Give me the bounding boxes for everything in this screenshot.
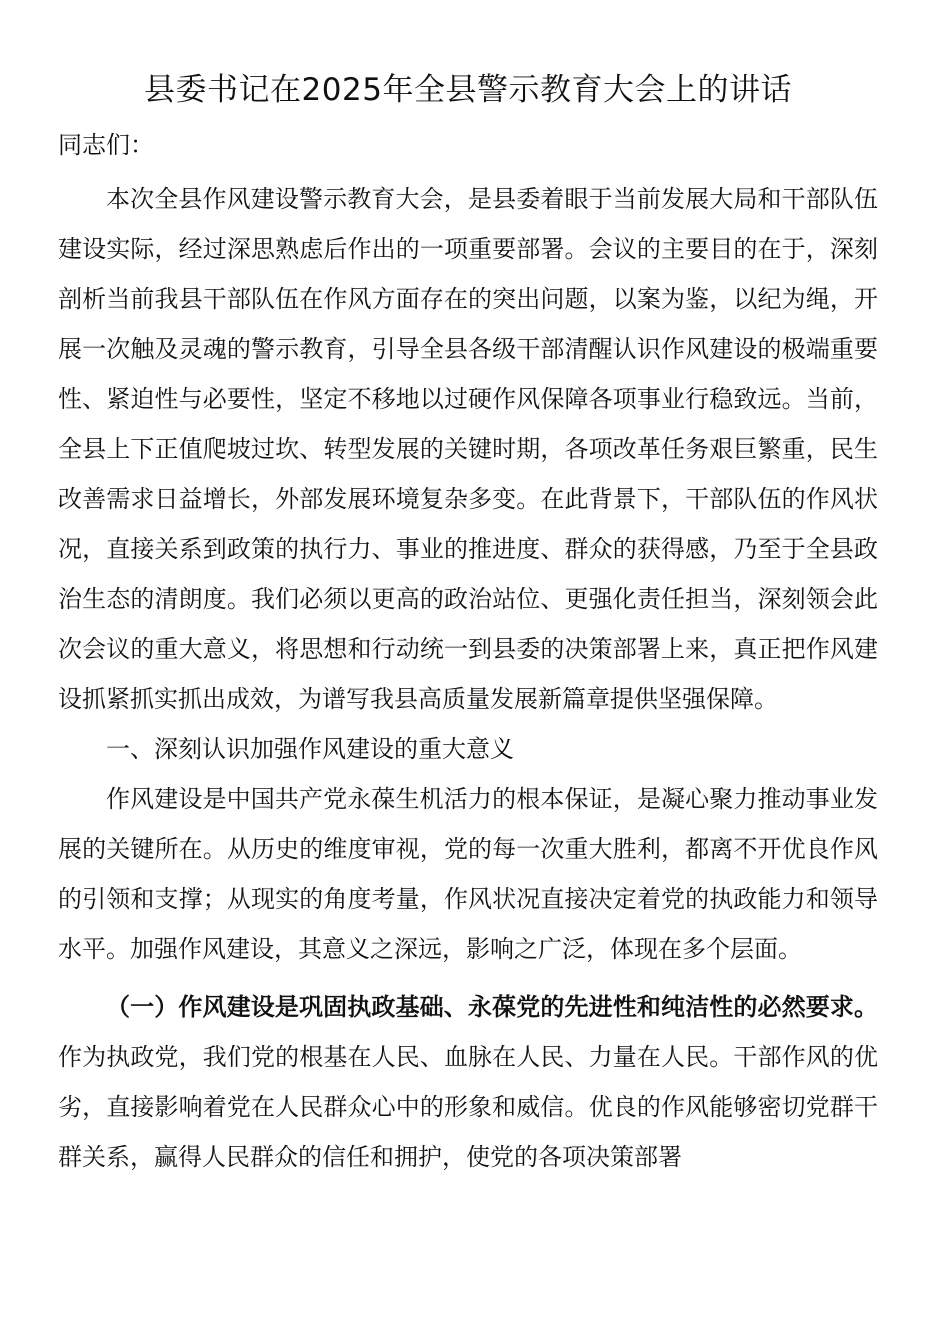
document-page (58, 64, 878, 1182)
subsection-1-heading: （一）作风建设是巩固执政基础、永葆党的先进性和纯洁性的必然要求。 (106, 993, 878, 1021)
section-1-paragraph: 作风建设是中国共产党永葆生机活力的根本保证，是凝心聚力推动事业发展的关键所在。从历史的维度审视，党的每一次重大胜利，都离不开优良作风的引领和支撑；从现实的角度考量，作风状况直接决定着党的执政能力和领导水平。加强作风建设，其意义之深远，影响之广泛，体现在多个层面。 (58, 785, 878, 963)
subsection-1-body: 作为执政党，我们党的根基在人民、血脉在人民、力量在人民。干部作风的优劣，直接影响着党在人民群众心中的形象和威信。优良的作风能够密切党群干群关系，赢得人民群众的信任和拥护，使党的各项决策部署 (58, 1043, 878, 1171)
intro-paragraph: 本次全县作风建设警示教育大会，是县委着眼于当前发展大局和干部队伍建设实际，经过深思熟虑后作出的一项重要部署。会议的主要目的在于，深刻剖析当前我县干部队伍在作风方面存在的突出问题，以案为鉴，以纪为绳，开展一次触及灵魂的警示教育，引导全县各级干部清醒认识作风建设的极端重要性、紧迫性与必要性，坚定不移地以过硬作风保障各项事业行稳致远。当前，全县上下正值爬坡过坎、转型发展的关键时期，各项改革任务艰巨繁重，民生改善需求日益增长，外部发展环境复杂多变。在此背景下，干部队伍的作风状况，直接关系到政策的执行力、事业的推进度、群众的获得感，乃至于全县政治生态的清朗度。我们必须以更高的政治站位、更强化责任担当，深刻领会此次会议的重大意义，将思想和行动统一到县委的决策部署上来，真正把作风建设抓紧抓实抓出成效，为谱写我县高质量发展新篇章提供坚强保障。 (58, 185, 878, 713)
salutation: 同志们： (58, 131, 154, 159)
section-heading-1: 一、深刻认识加强作风建设的重大意义 (106, 735, 514, 763)
subsection-1-paragraph (58, 982, 878, 1182)
document-title: 县委书记在2025年全县警示教育大会上的讲话 (144, 72, 792, 108)
